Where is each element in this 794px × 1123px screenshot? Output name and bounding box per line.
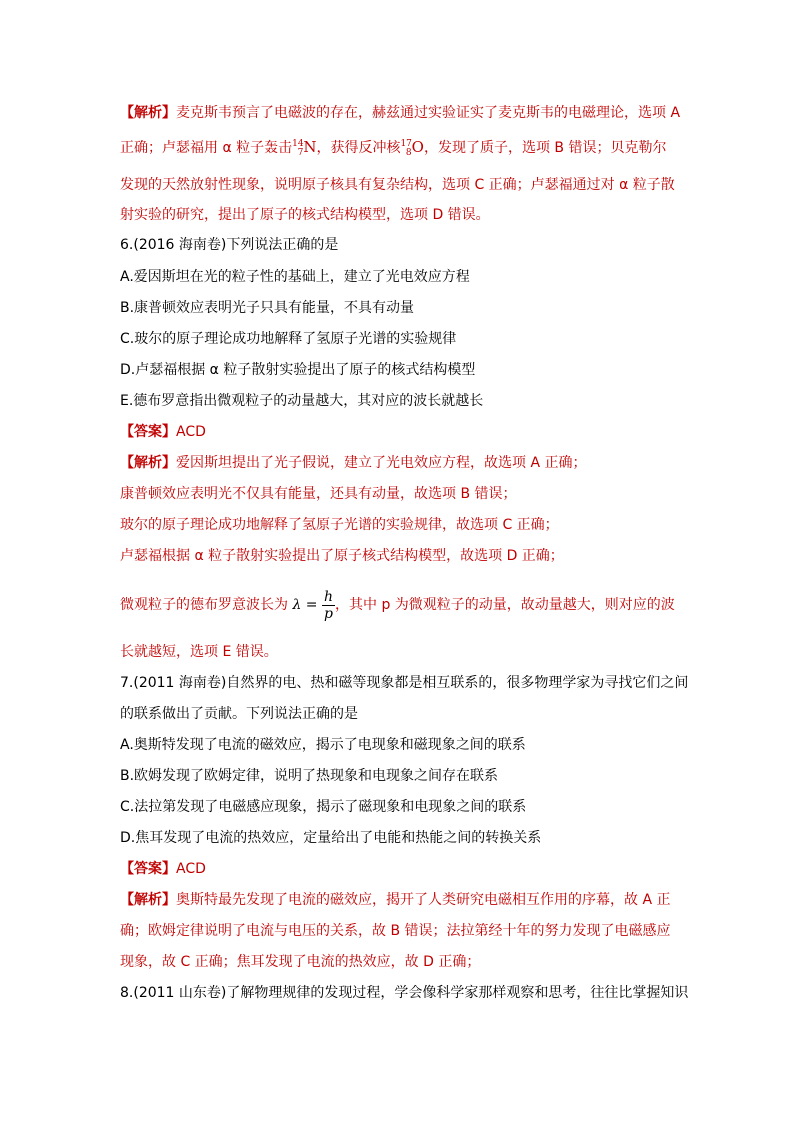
option-a: A.奥斯特发现了电流的磁效应，揭示了电现象和磁现象之间的联系 bbox=[120, 737, 526, 753]
option-c: C.法拉第发现了电磁感应现象，揭示了磁现象和电现象之间的联系 bbox=[120, 799, 527, 815]
answer-tag: 【答案】 bbox=[120, 861, 176, 877]
question-stem: 6.(2016 海南卷)下列说法正确的是 bbox=[120, 237, 339, 253]
analysis-tag: 【解析】 bbox=[120, 105, 176, 121]
question-stem: 8.(2011 山东卷)了解物理规律的发现过程，学会像科学家那样观察和思考，往往比掌握知识 bbox=[120, 985, 689, 1001]
analysis-line: 玻尔的原子理论成功地解释了氢原子光谱的实验规律，故选项 C 正确； bbox=[120, 517, 559, 533]
analysis-line: 【解析】麦克斯韦预言了电磁波的存在，赫兹通过实验证实了麦克斯韦的电磁理论，选项 A bbox=[120, 105, 681, 121]
analysis-line: 正确；卢瑟福用 α 粒子轰击$^{14}_7$N，获得反冲核$^{17}_8$O，发现了质子，选项 B 错误；贝克勒尔 bbox=[120, 138, 667, 158]
analysis-line: 现象，故 C 正确；焦耳发现了电流的热效应，故 D 正确； bbox=[120, 954, 481, 970]
analysis-line: 康普顿效应表明光不仅具有能量，还具有动量，故选项 B 错误； bbox=[120, 486, 517, 502]
question-stem: 7.(2011 海南卷)自然界的电、热和磁等现象都是相互联系的，很多物理学家为寻找它们之间 bbox=[120, 675, 689, 691]
analysis-line: 射实验的研究，提出了原子的核式结构模型，选项 D 错误。 bbox=[120, 207, 490, 223]
analysis-line: 长就越短，选项 E 错误。 bbox=[120, 644, 278, 660]
answer-line bbox=[120, 422, 206, 442]
analysis-tag: 【解析】 bbox=[120, 455, 176, 471]
answer-value: ACD bbox=[176, 861, 206, 877]
option-b: B.欧姆发现了欧姆定律，说明了热现象和电现象之间存在联系 bbox=[120, 768, 499, 784]
option-e: E.德布罗意指出微观粒子的动量越大，其对应的波长就越长 bbox=[120, 393, 484, 409]
analysis-line: 确；欧姆定律说明了电流与电压的关系，故 B 错误；法拉第经十年的努力发现了电磁感应 bbox=[120, 923, 671, 939]
option-b: B.康普顿效应表明光子只具有能量，不具有动量 bbox=[120, 300, 415, 316]
analysis-line: 微观粒子的德布罗意波长为 λ = $\frac{h}{p}$ ，其中 p 为微观粒子的动量，故动量越大，则对应的波 bbox=[120, 588, 675, 622]
lambda-symbol: λ = bbox=[292, 597, 318, 613]
nitrogen-nuclide: $^{14}_7$N bbox=[292, 138, 317, 158]
analysis-line: 卢瑟福根据 α 粒子散射实验提出了原子核式结构模型，故选项 D 正确； bbox=[120, 548, 564, 564]
option-a: A.爱因斯坦在光的粒子性的基础上，建立了光电效应方程 bbox=[120, 269, 470, 285]
question-stem: 的联系做出了贡献。下列说法正确的是 bbox=[120, 706, 358, 722]
answer-tag: 【答案】 bbox=[120, 424, 176, 440]
analysis-line: 【解析】爱因斯坦提出了光子假说，建立了光电效应方程，故选项 A 正确； bbox=[120, 455, 587, 471]
answer-line bbox=[120, 859, 206, 879]
analysis-tag: 【解析】 bbox=[120, 892, 176, 908]
oxygen-nuclide: $^{17}_8$O bbox=[400, 138, 424, 158]
analysis-line: 【解析】奥斯特最先发现了电流的磁效应，揭开了人类研究电磁相互作用的序幕，故 A 正 bbox=[120, 892, 671, 908]
answer-value: ACD bbox=[176, 424, 206, 440]
de-broglie-fraction: $\frac{h}{p}$ bbox=[323, 588, 333, 622]
analysis-line: 发现的天然放射性现象，说明原子核具有复杂结构，选项 C 正确；卢瑟福通过对 α 粒子散 bbox=[120, 177, 675, 193]
option-c: C.玻尔的原子理论成功地解释了氢原子光谱的实验规律 bbox=[120, 331, 457, 347]
option-d: D.卢瑟福根据 α 粒子散射实验提出了原子的核式结构模型 bbox=[120, 362, 476, 378]
option-d: D.焦耳发现了电流的热效应，定量给出了电能和热能之间的转换关系 bbox=[120, 830, 542, 846]
